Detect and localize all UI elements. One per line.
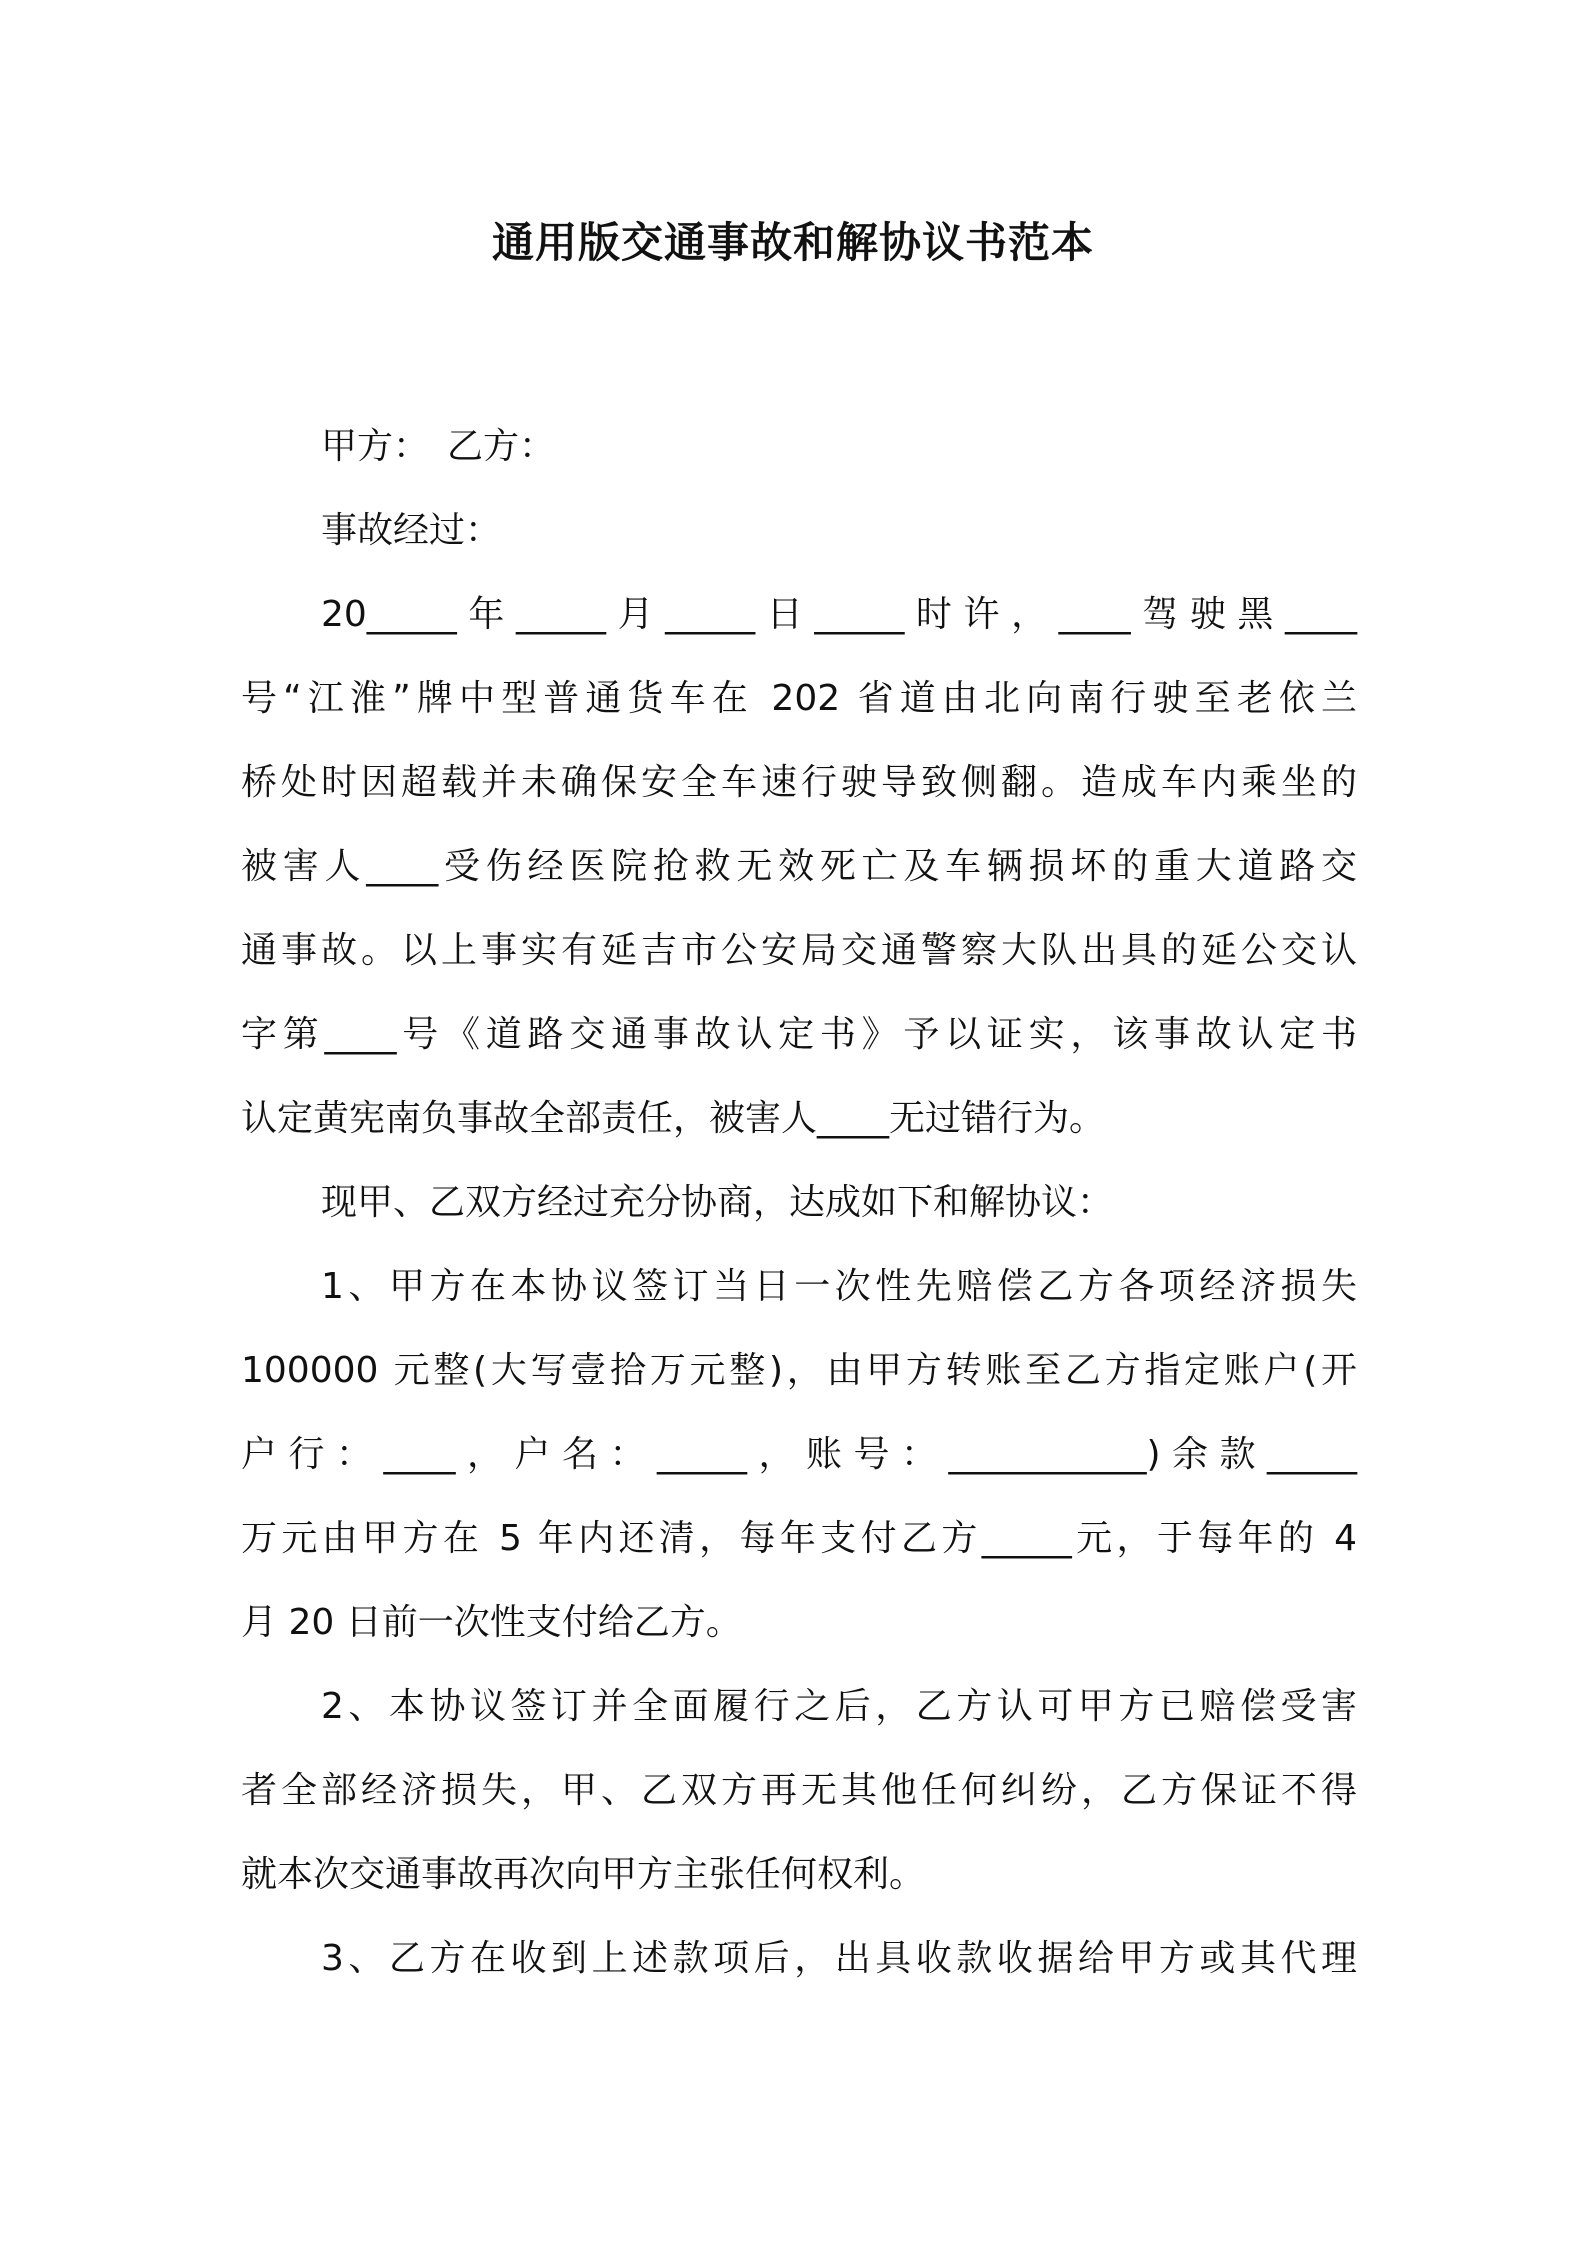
clause-2-line: 者全部经济损失，甲、乙双方再无其他任何纠纷，乙方保证不得: [241, 1770, 1357, 1811]
document-body: [241, 405, 1357, 2001]
clause-1-line: 1、甲方在本协议签订当日一次性先赔偿乙方各项经济损失: [321, 1266, 1357, 1307]
clause-1-line: 100000 元整(大写壹拾万元整)，由甲方转账至乙方指定账户(开: [241, 1350, 1357, 1391]
clause-1-line: 万元由甲方在 5 年内还清，每年支付乙方_____元，于每年的 4: [241, 1518, 1357, 1559]
accident-line: 桥处时因超载并未确保安全车速行驶导致侧翻。造成车内乘坐的: [241, 762, 1357, 803]
clause-3-line: 3、乙方在收到上述款项后，出具收款收据给甲方或其代理: [321, 1938, 1357, 1979]
accident-line: 认定黄宪南负事故全部责任，被害人____无过错行为。: [241, 1098, 1106, 1139]
clause-1-line: 户行：____，户名：_____，账号：___________)余款_____: [241, 1434, 1357, 1475]
agreement-intro: 现甲、乙双方经过充分协商，达成如下和解协议：: [321, 1182, 1114, 1223]
accident-line: 20_____年_____月_____日_____时许，____驾驶黑____: [321, 594, 1357, 635]
accident-heading: 事故经过：: [321, 510, 502, 551]
document-title: 通用版交通事故和解协议书范本: [491, 218, 1094, 267]
clause-2-line: 就本次交通事故再次向甲方主张任何权利。: [241, 1854, 926, 1895]
clause-2-line: 2、本协议签订并全面履行之后，乙方认可甲方已赔偿受害: [321, 1686, 1357, 1727]
clause-1-line: 月 20 日前一次性支付给乙方。: [241, 1602, 742, 1643]
parties-line: 甲方： 乙方：: [321, 426, 556, 467]
accident-line: 通事故。以上事实有延吉市公安局交通警察大队出具的延公交认: [241, 930, 1357, 971]
accident-line: 号“江淮”牌中型普通货车在 202 省道由北向南行驶至老依兰: [241, 678, 1357, 719]
accident-line: 被害人____受伤经医院抢救无效死亡及车辆损坏的重大道路交: [241, 846, 1357, 887]
accident-line: 字第____号《道路交通事故认定书》予以证实，该事故认定书: [241, 1014, 1357, 1055]
